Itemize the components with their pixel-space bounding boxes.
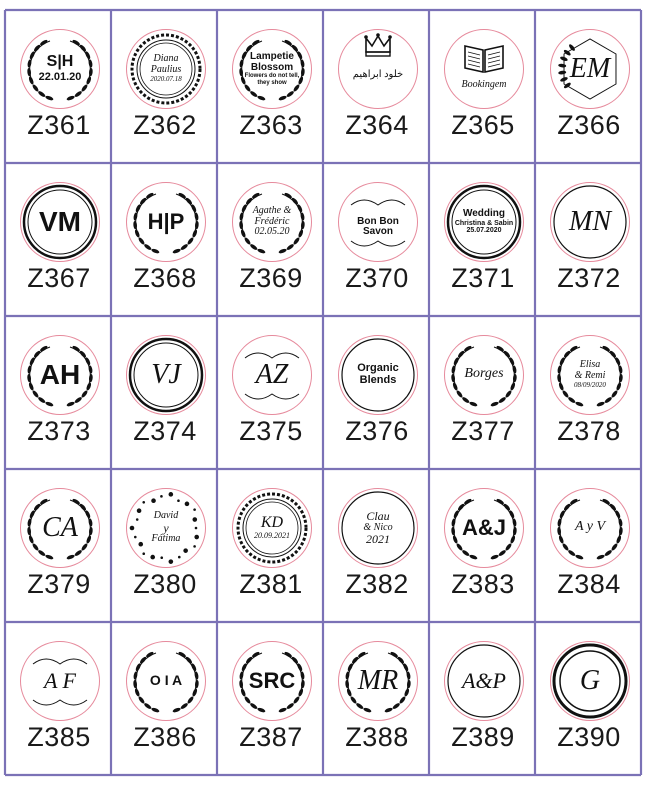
seal-text-line: KD	[260, 514, 284, 532]
floral-arch-icon	[20, 335, 100, 415]
crown-laurel-icon	[444, 488, 524, 568]
seal-text-line: MN	[569, 205, 611, 237]
seal-tile[interactable]	[430, 164, 536, 317]
seal-text-line: VM	[39, 205, 81, 237]
seal-text-line: Elisa	[579, 359, 601, 371]
seal-code-label: Z372	[557, 263, 621, 293]
seal-tile[interactable]	[324, 164, 430, 317]
seal-code-label: Z369	[239, 263, 303, 293]
seal-tile[interactable]	[218, 164, 324, 317]
seal-tile[interactable]	[324, 11, 430, 164]
botanical-monogram-icon	[444, 641, 524, 721]
seal-text-line: Borges	[464, 366, 504, 382]
seal-text-line: Blends	[359, 374, 397, 386]
ornate-frame-icon	[232, 488, 312, 568]
seal-text-line: 02.05.20	[254, 226, 290, 238]
seal-code-label: Z375	[239, 416, 303, 446]
seal-code-label: Z376	[345, 416, 409, 446]
seal-text-line: MR	[357, 664, 399, 696]
seal-code-label: Z388	[345, 722, 409, 752]
seal-tile[interactable]	[324, 470, 430, 623]
seal-text-line: Lampetie	[250, 50, 294, 62]
laurel-wreath-icon	[232, 182, 312, 262]
laurel-monogram-icon	[20, 29, 100, 109]
seal-tile[interactable]	[324, 317, 430, 470]
seal-code-label: Z386	[133, 722, 197, 752]
seal-tile[interactable]	[6, 470, 112, 623]
seal-code-label: Z384	[557, 569, 621, 599]
seal-tile[interactable]	[112, 164, 218, 317]
seal-code-label: Z389	[451, 722, 515, 752]
seal-text-line: A y V	[574, 519, 606, 535]
seal-code-label: Z380	[133, 569, 197, 599]
leaf-wreath-icon	[338, 641, 418, 721]
seal-tile[interactable]	[536, 317, 642, 470]
seal-code-label: Z371	[451, 263, 515, 293]
seal-text-line: Blossom	[250, 61, 294, 73]
seal-text-line: y	[163, 520, 169, 535]
seal-text-line: خلود ابراهيم	[352, 69, 404, 80]
seal-code-label: Z362	[133, 110, 197, 140]
seal-text-line: David	[153, 509, 179, 521]
floral-wreath-icon	[20, 488, 100, 568]
seal-code-label: Z361	[27, 110, 91, 140]
botanical-branch-icon	[338, 335, 418, 415]
seal-code-label: Z367	[27, 263, 91, 293]
laurel-banner-icon	[444, 335, 524, 415]
seal-code-label: Z377	[451, 416, 515, 446]
seal-text-line: Agathe &	[252, 204, 292, 216]
seal-code-label: Z365	[451, 110, 515, 140]
seal-text-line: 20.09.2021	[254, 531, 290, 541]
seal-tile[interactable]	[6, 317, 112, 470]
rose-wreath-icon	[232, 29, 312, 109]
seal-text-line: Fátima	[151, 533, 181, 545]
laurel-monogram-icon	[126, 182, 206, 262]
seal-tile[interactable]	[112, 317, 218, 470]
seal-text-line: SRC	[248, 668, 296, 694]
script-monogram-icon	[338, 488, 418, 568]
seal-text-line: AZ	[255, 358, 289, 390]
seal-text-line: Paulius	[150, 64, 182, 76]
seal-decor	[465, 46, 503, 72]
seal-text-line: Organic	[357, 362, 399, 375]
open-book-icon	[444, 29, 524, 109]
seal-tile[interactable]	[218, 317, 324, 470]
seal-text-line: A F	[44, 668, 76, 694]
seal-text-line: CA	[42, 511, 78, 543]
leaf-wreath-icon	[126, 641, 206, 721]
seal-text-line: Frédéric	[254, 215, 290, 227]
seal-code-label: Z383	[451, 569, 515, 599]
seal-text-line: A&J	[461, 515, 506, 541]
seal-code-label: Z370	[345, 263, 409, 293]
seal-text-line: Christina & Sabin	[454, 219, 514, 227]
script-monogram-icon	[232, 335, 312, 415]
seal-text-line: & Remi	[574, 370, 606, 382]
laurel-wreath-icon	[232, 641, 312, 721]
seal-code-label: Z381	[239, 569, 303, 599]
cartoon-mice-icon	[444, 182, 524, 262]
seal-code-label: Z363	[239, 110, 303, 140]
crown-icon	[338, 29, 418, 109]
seal-text-line: Flowers do not tell,	[244, 73, 300, 80]
seal-text-line: S|H	[46, 53, 74, 71]
seal-code-label: Z374	[133, 416, 197, 446]
seal-text-line: 2021	[366, 532, 390, 547]
seal-code-label: Z368	[133, 263, 197, 293]
seal-tile[interactable]	[218, 11, 324, 164]
wedding-rings-icon	[20, 641, 100, 721]
leaf-wreath-icon	[550, 335, 630, 415]
seal-tile[interactable]	[6, 11, 112, 164]
seal-tile[interactable]	[430, 317, 536, 470]
seal-tile[interactable]	[536, 470, 642, 623]
floral-wreath-icon	[550, 488, 630, 568]
ornate-frame-icon	[126, 29, 206, 109]
flourish-icon	[338, 182, 418, 262]
seal-text-line: VJ	[151, 358, 181, 390]
seal-tile[interactable]	[324, 623, 430, 776]
seal-text-line: & Nico	[363, 521, 393, 533]
seal-tile[interactable]	[430, 623, 536, 776]
seal-code-label: Z385	[27, 722, 91, 752]
seal-tile[interactable]	[218, 623, 324, 776]
seal-text-line: AH	[39, 358, 81, 390]
seal-text-line: 08/09/2020	[574, 381, 606, 390]
seal-text-line: they show	[257, 79, 287, 86]
seal-tile[interactable]	[112, 623, 218, 776]
seal-code-label: Z379	[27, 569, 91, 599]
seal-tile[interactable]	[536, 11, 642, 164]
seal-text-line: Wedding	[462, 208, 506, 220]
seal-text-line: 2020.07.18	[150, 75, 182, 84]
seal-code-label: Z364	[345, 110, 409, 140]
double-ring-monogram-icon	[550, 641, 630, 721]
seal-code-label: Z382	[345, 569, 409, 599]
seal-tile[interactable]	[218, 470, 324, 623]
top-hat-monogram-icon	[20, 182, 100, 262]
seal-text-line: EM	[569, 52, 611, 84]
seal-tile[interactable]	[536, 164, 642, 317]
seal-text-line: G	[579, 664, 601, 696]
seal-tile[interactable]	[6, 164, 112, 317]
dotted-frame-icon	[126, 488, 206, 568]
script-monogram-icon	[550, 182, 630, 262]
seal-code-label: Z387	[239, 722, 303, 752]
seal-text-line: Bookingem	[461, 79, 507, 90]
seal-code-label: Z378	[557, 416, 621, 446]
seal-text-line: 22.01.20	[38, 70, 82, 83]
seal-tile[interactable]	[536, 623, 642, 776]
heart-monogram-icon	[126, 335, 206, 415]
seal-code-label: Z390	[557, 722, 621, 752]
seal-code-label: Z373	[27, 416, 91, 446]
seal-text-line: Bon Bon Savon	[357, 215, 399, 238]
seal-tile[interactable]	[112, 470, 218, 623]
seal-decor	[364, 33, 392, 56]
seal-tile[interactable]	[6, 623, 112, 776]
seal-text-line: 25.07.2020	[466, 227, 502, 235]
seal-text-line: Clau	[366, 508, 390, 523]
seal-text-line: A&P	[462, 668, 506, 694]
seal-code-label: Z366	[557, 110, 621, 140]
seal-text-line: Diana	[153, 53, 179, 65]
seal-tile[interactable]	[112, 11, 218, 164]
seal-text-line: O I A	[149, 672, 183, 689]
floral-hexagon-icon	[550, 29, 630, 109]
seal-tile[interactable]	[430, 11, 536, 164]
seal-text-line: H|P	[147, 209, 185, 235]
seal-artwork	[445, 30, 523, 108]
seal-tile[interactable]	[430, 470, 536, 623]
